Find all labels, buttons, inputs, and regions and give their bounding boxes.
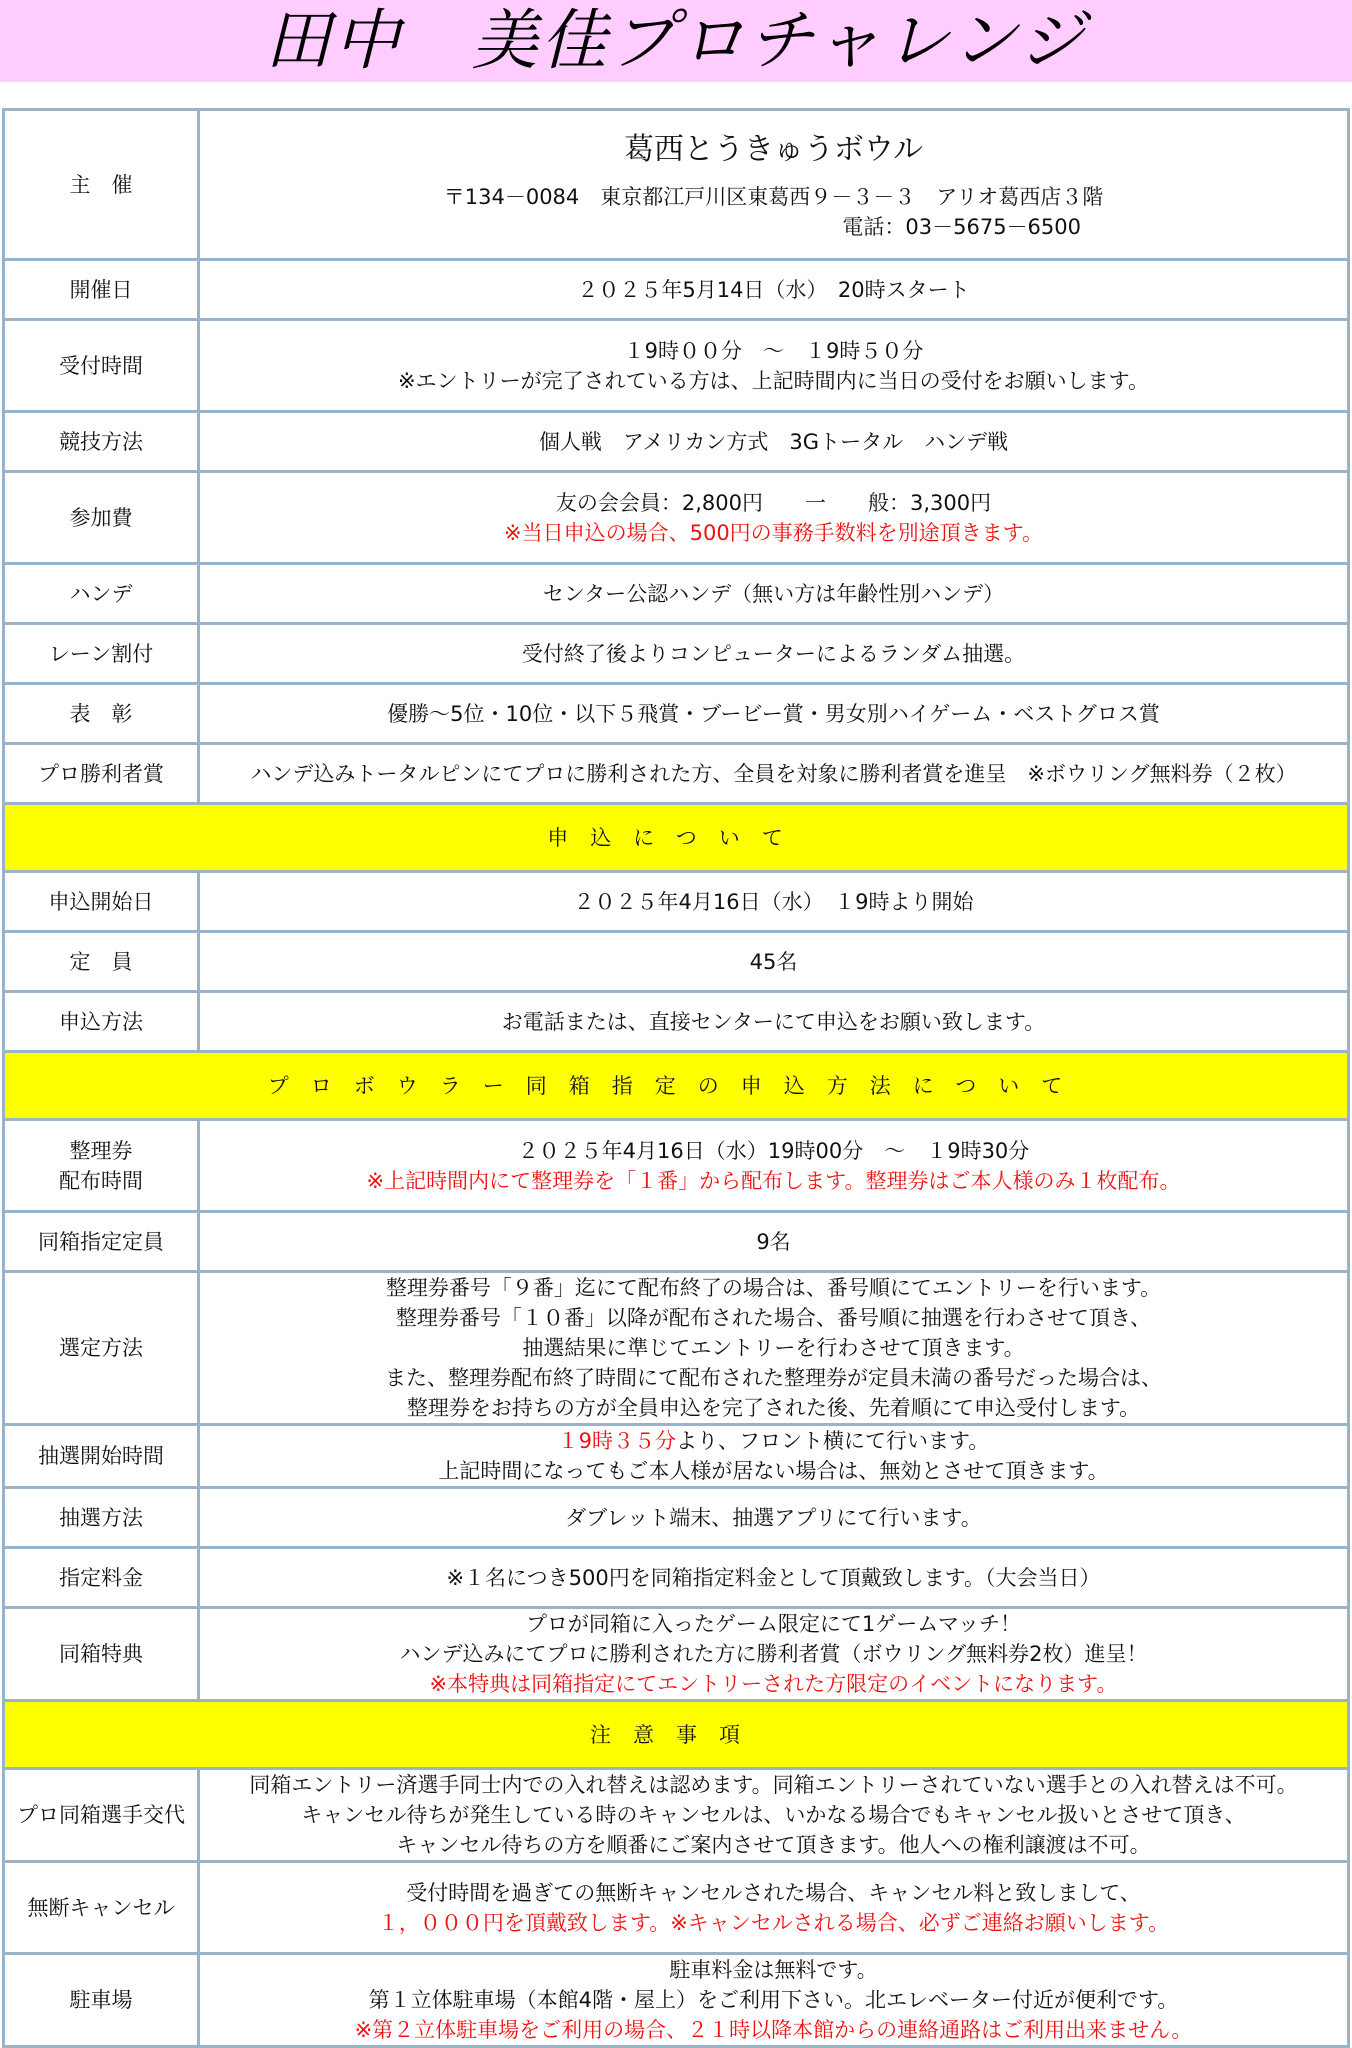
quota-row — [4, 1212, 1349, 1272]
perk-row — [4, 1608, 1349, 1701]
apply-method-label: 申込方法 — [4, 992, 199, 1052]
no-show-row — [4, 1862, 1349, 1954]
draw-start-place: より、フロント横にて行います。 — [676, 1429, 990, 1453]
draw-method-label: 抽選方法 — [4, 1488, 199, 1548]
selection-line: 整理券をお持ちの方が全員申込を完了された後、先着順にて申込受付します。 — [406, 1396, 1141, 1420]
date-value: ２０２５年5月14日（水） 20時スタート — [199, 260, 1349, 320]
swap-line: キャンセル待ちが発生している時のキャンセルは、いかなる場合でもキャンセル扱いとさせて頂き、 — [301, 1803, 1246, 1827]
awards-label: 表 彰 — [4, 684, 199, 744]
reception-label: 受付時間 — [4, 320, 199, 412]
perk-line1: プロが同箱に入ったゲーム限定にて1ゲームマッチ！ — [525, 1612, 1022, 1636]
section-same-box — [4, 1052, 1349, 1120]
event-info-table — [2, 108, 1350, 2048]
ticket-time: ２０２５年4月16日（水）19時00分 ～ １9時30分 — [517, 1138, 1030, 1163]
apply-start-value: ２０２５年4月16日（水） １9時より開始 — [199, 872, 1349, 932]
ticket-label-line2: 配布時間 — [59, 1168, 143, 1193]
awards-value: 優勝～5位・10位・以下５飛賞・ブービー賞・男女別ハイゲーム・ベストグロス賞 — [199, 684, 1349, 744]
apply-method-row — [4, 992, 1349, 1052]
date-label: 開催日 — [4, 260, 199, 320]
fee-row — [4, 472, 1349, 564]
draw-start-label: 抽選開始時間 — [4, 1425, 199, 1488]
handicap-value: センター公認ハンデ（無い方は年齢性別ハンデ） — [199, 564, 1349, 624]
capacity-value: 45名 — [199, 932, 1349, 992]
lanes-label: レーン割付 — [4, 624, 199, 684]
selection-line: 抽選結果に準じてエントリーを行わさせて頂きます。 — [522, 1336, 1025, 1360]
quota-value: 9名 — [199, 1212, 1349, 1272]
parking-value — [199, 1954, 1349, 2047]
date-row — [4, 260, 1349, 320]
apply-start-row — [4, 872, 1349, 932]
fee-note: ※当日申込の場合、500円の事務手数料を別途頂きます。 — [504, 520, 1043, 545]
format-label: 競技方法 — [4, 412, 199, 472]
host-phone: 電話：03－5675－6500 — [842, 214, 1081, 239]
host-row — [4, 110, 1349, 260]
draw-start-time-line — [206, 1426, 1341, 1456]
swap-value — [199, 1769, 1349, 1862]
swap-row — [4, 1769, 1349, 1862]
reception-time: １9時００分 ～ １9時５０分 — [623, 338, 924, 363]
selection-value — [199, 1272, 1349, 1425]
parking-note: ※第２立体駐車場をご利用の場合、２１時以降本館からの連絡通路はご利用出来ません。 — [354, 2018, 1193, 2042]
draw-method-row — [4, 1488, 1349, 1548]
lanes-row — [4, 624, 1349, 684]
selection-line: また、整理券配布終了時間にて配布された整理券が定員未満の番号だった場合は、 — [385, 1366, 1162, 1390]
page-title: 田中 美佳プロチャレンジ — [0, 0, 1352, 82]
draw-start-note: 上記時間になってもご本人様が居ない場合は、無効とさせて頂きます。 — [438, 1459, 1109, 1483]
pro-win-label: プロ勝利者賞 — [4, 744, 199, 804]
perk-note: ※本特典は同箱指定にてエントリーされた方限定のイベントになります。 — [429, 1672, 1118, 1696]
box-fee-row — [4, 1548, 1349, 1608]
section-caution-heading: 注意事項 — [4, 1701, 1349, 1769]
swap-label: プロ同箱選手交代 — [4, 1769, 199, 1862]
no-show-label: 無断キャンセル — [4, 1862, 199, 1954]
section-apply — [4, 804, 1349, 872]
section-apply-heading: 申込について — [4, 804, 1349, 872]
draw-start-time: １9時３５分 — [557, 1429, 677, 1453]
parking-label: 駐車場 — [4, 1954, 199, 2047]
selection-line: 整理券番号「９番」迄にて配布終了の場合は、番号順にてエントリーを行います。 — [385, 1276, 1162, 1300]
host-value — [199, 110, 1349, 260]
no-show-value — [199, 1862, 1349, 1954]
selection-label: 選定方法 — [4, 1272, 199, 1425]
ticket-label-line1: 整理券 — [69, 1138, 133, 1163]
capacity-label: 定 員 — [4, 932, 199, 992]
perk-label: 同箱特典 — [4, 1608, 199, 1701]
awards-row — [4, 684, 1349, 744]
swap-line: キャンセル待ちの方を順番にご案内させて頂きます。他人への権利譲渡は不可。 — [396, 1833, 1151, 1857]
ticket-row — [4, 1120, 1349, 1212]
reception-value — [199, 320, 1349, 412]
parking-line1: 駐車料金は無料です。 — [669, 1958, 878, 1982]
capacity-row — [4, 932, 1349, 992]
draw-start-value — [199, 1425, 1349, 1488]
no-show-note: １，０００円を頂戴致します。※キャンセルされる場合、必ずご連絡お願いします。 — [377, 1910, 1170, 1935]
fee-value — [199, 472, 1349, 564]
fee-amount: 友の会会員：2,800円 一 般：3,300円 — [555, 490, 992, 515]
quota-label: 同箱指定定員 — [4, 1212, 199, 1272]
format-value: 個人戦 アメリカン方式 3Gトータル ハンデ戦 — [199, 412, 1349, 472]
ticket-value — [199, 1120, 1349, 1212]
apply-start-label: 申込開始日 — [4, 872, 199, 932]
ticket-label — [4, 1120, 199, 1212]
reception-row — [4, 320, 1349, 412]
no-show-line1: 受付時間を過ぎての無断キャンセルされた場合、キャンセル料と致しまして、 — [406, 1880, 1141, 1905]
host-name: 葛西とうきゅうボウル — [623, 131, 924, 167]
perk-line2: ハンデ込みにてプロに勝利された方に勝利者賞（ボウリング無料券2枚）進呈！ — [399, 1642, 1148, 1666]
lanes-value: 受付終了後よりコンピューターによるランダム抽選。 — [199, 624, 1349, 684]
handicap-label: ハンデ — [4, 564, 199, 624]
fee-label: 参加費 — [4, 472, 199, 564]
reception-note: ※エントリーが完了されている方は、上記時間内に当日の受付をお願いします。 — [398, 368, 1149, 393]
draw-start-row — [4, 1425, 1349, 1488]
selection-row — [4, 1272, 1349, 1425]
selection-line: 整理券番号「１０番」以降が配布された場合、番号順に抽選を行わさせて頂き、 — [395, 1306, 1152, 1330]
parking-line2: 第１立体駐車場（本館4階・屋上）をご利用下さい。北エレベーター付近が便利です。 — [368, 1988, 1179, 2012]
draw-method-value: ダブレット端末、抽選アプリにて行います。 — [199, 1488, 1349, 1548]
section-caution — [4, 1701, 1349, 1769]
host-label: 主 催 — [4, 110, 199, 260]
perk-value — [199, 1608, 1349, 1701]
box-fee-label: 指定料金 — [4, 1548, 199, 1608]
pro-win-value: ハンデ込みトータルピンにてプロに勝利された方、全員を対象に勝利者賞を進呈 ※ボウリング無料券（２枚） — [199, 744, 1349, 804]
ticket-note: ※上記時間内にて整理券を「１番」から配布します。整理券はご本人様のみ１枚配布。 — [366, 1168, 1181, 1193]
format-row — [4, 412, 1349, 472]
box-fee-value: ※１名につき500円を同箱指定料金として頂戴致します。（大会当日） — [199, 1548, 1349, 1608]
pro-win-row — [4, 744, 1349, 804]
parking-row — [4, 1954, 1349, 2047]
apply-method-value: お電話または、直接センターにて申込をお願い致します。 — [199, 992, 1349, 1052]
section-same-box-heading: プロボウラー同箱指定の申込方法について — [4, 1052, 1349, 1120]
handicap-row — [4, 564, 1349, 624]
host-address: 〒134－0084 東京都江戸川区東葛西９－３－３ アリオ葛西店３階 — [443, 184, 1104, 209]
swap-line: 同箱エントリー済選手同士内での入れ替えは認めます。同箱エントリーされていない選手との入れ替えは不可。 — [249, 1773, 1298, 1797]
